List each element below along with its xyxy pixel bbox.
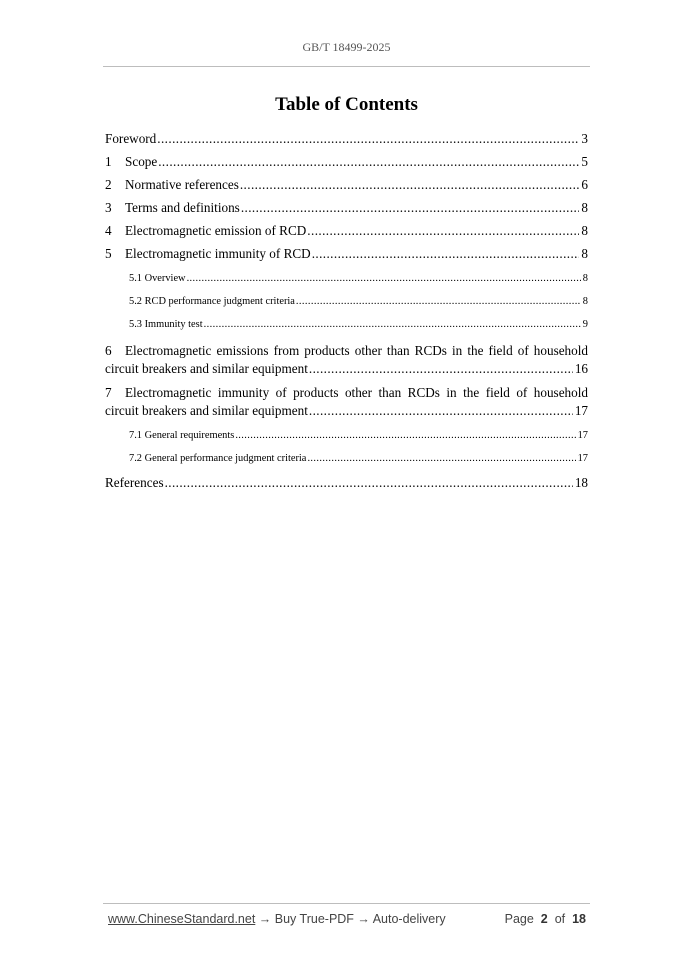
toc-section-number: 2 [105, 177, 112, 192]
toc-leader-dots [309, 402, 573, 420]
page-footer [108, 912, 586, 926]
toc-entry-general-judgment-criteria[interactable] [105, 452, 588, 466]
toc-entry-normative-references[interactable] [105, 176, 588, 194]
toc-entry-em-emissions-other-products[interactable] [105, 341, 588, 378]
toc-entry-title: Terms and definitions [125, 200, 240, 215]
toc-section-number: 5 [105, 246, 112, 261]
toc-entry-title: 5.3 Immunity test [129, 319, 203, 330]
toc-entry-overview[interactable] [105, 272, 588, 286]
page-title: Table of Contents [275, 94, 418, 115]
toc-entry-general-requirements[interactable] [105, 429, 588, 443]
toc-page-number: 5 [581, 154, 588, 169]
toc-page-number: 8 [581, 200, 588, 215]
toc-entry-title: 5.2 RCD performance judgment criteria [129, 296, 295, 307]
toc-entry-references[interactable] [105, 474, 588, 492]
toc-entry-title: 7.2 General performance judgment criteria [129, 453, 307, 464]
toc-entry-title: Electromagnetic immunity of products other than RCDs in the field of household [125, 385, 588, 400]
toc-leader-dots [240, 176, 580, 194]
page-prefix: Page [504, 912, 534, 926]
toc-page-number: 8 [582, 273, 588, 284]
table-of-contents [105, 130, 588, 492]
toc-section-number: 4 [105, 223, 112, 238]
toc-entry-rcd-judgment-criteria[interactable] [105, 295, 588, 309]
toc-leader-dots [309, 360, 573, 378]
toc-page-number: 16 [574, 361, 588, 376]
toc-leader-dots [241, 199, 580, 217]
toc-page-number: 17 [577, 430, 588, 441]
toc-entry-title: circuit breakers and similar equipment [105, 361, 308, 376]
footer-tagline: → Buy True-PDF → Auto-delivery [255, 912, 446, 926]
toc-leader-dots [204, 318, 581, 332]
page-total: 18 [572, 912, 586, 926]
toc-page-number: 9 [582, 319, 588, 330]
toc-entry-title: Foreword [105, 131, 157, 146]
page-of: of [554, 912, 566, 926]
toc-leader-dots [157, 130, 579, 148]
toc-entry-em-emission-rcd[interactable] [105, 222, 588, 240]
page-current: 2 [540, 912, 548, 926]
toc-section-number: 1 [105, 154, 112, 169]
toc-page-number: 17 [577, 453, 588, 464]
toc-entry-title: References [105, 475, 164, 490]
toc-entry-terms-definitions[interactable] [105, 199, 588, 217]
toc-section-number: 7 [105, 385, 112, 400]
toc-leader-dots [307, 452, 575, 466]
toc-entry-title: 5.1 Overview [129, 273, 186, 284]
toc-entry-foreword[interactable] [105, 130, 588, 148]
toc-section-number: 3 [105, 200, 112, 215]
toc-page-number: 18 [574, 475, 588, 490]
toc-entry-title: Electromagnetic emissions from products other than RCDs in the field of household [125, 343, 588, 358]
toc-page-number: 8 [582, 296, 588, 307]
toc-entry-immunity-test[interactable] [105, 318, 588, 332]
toc-page-number: 8 [581, 223, 588, 238]
toc-section-number: 6 [105, 343, 112, 358]
running-header: GB/T 18499-2025 [302, 40, 391, 54]
toc-entry-title: 7.1 General requirements [129, 430, 235, 441]
toc-leader-dots [307, 222, 579, 240]
page-indicator [505, 912, 586, 926]
toc-page-number: 17 [574, 403, 588, 418]
toc-leader-dots [312, 245, 580, 263]
toc-page-number: 3 [581, 131, 588, 146]
toc-entry-title: Scope [125, 154, 158, 169]
toc-entry-title-line1 [105, 383, 588, 402]
toc-page-number: 8 [581, 246, 588, 261]
toc-entry-title-line2 [105, 360, 588, 378]
toc-entry-title: Electromagnetic emission of RCD [125, 223, 307, 238]
header-divider [103, 66, 590, 67]
toc-entry-title: Electromagnetic immunity of RCD [125, 246, 311, 261]
toc-entry-em-immunity-other-products[interactable] [105, 383, 588, 420]
toc-entry-title-line1 [105, 341, 588, 360]
toc-leader-dots [296, 295, 581, 309]
footer-promo [108, 912, 446, 926]
toc-leader-dots [187, 272, 581, 286]
toc-entry-em-immunity-rcd[interactable] [105, 245, 588, 263]
toc-entry-title: circuit breakers and similar equipment [105, 403, 308, 418]
toc-leader-dots [165, 474, 573, 492]
toc-leader-dots [235, 429, 575, 443]
toc-leader-dots [158, 153, 579, 171]
toc-entry-scope[interactable] [105, 153, 588, 171]
toc-entry-title-line2 [105, 402, 588, 420]
footer-divider [103, 903, 590, 904]
toc-entry-title: Normative references [125, 177, 239, 192]
site-link[interactable]: www.ChineseStandard.net [108, 912, 256, 926]
toc-page-number: 6 [581, 177, 588, 192]
